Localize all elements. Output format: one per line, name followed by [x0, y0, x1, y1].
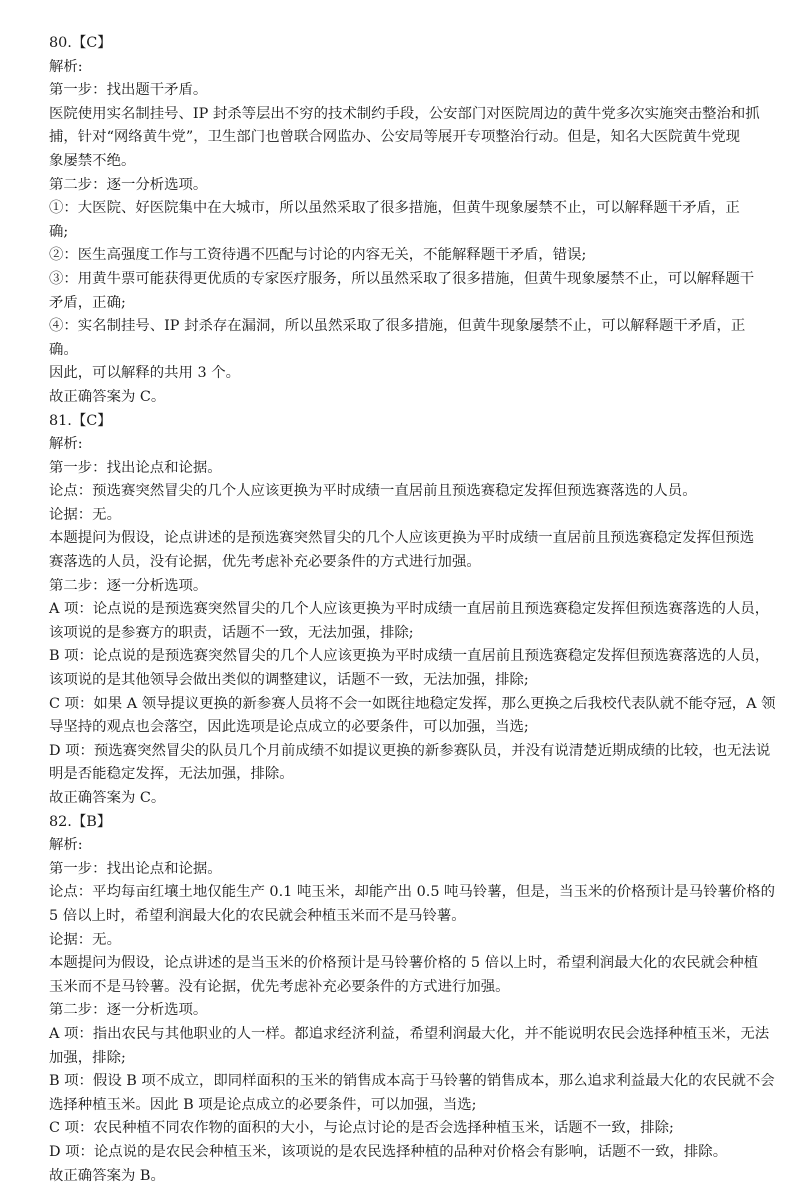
- text-line: 该项说的是参赛方的职责，话题不一致，无法加强，排除;: [49, 622, 761, 646]
- text-line: 因此，可以解释的共用 3 个。: [49, 362, 761, 386]
- text-line: A 项：指出农民与其他职业的人一样。都追求经济利益，希望利润最大化，并不能说明农民会选择种植玉米，无法: [49, 1023, 761, 1047]
- text-line: 82.【B】: [49, 811, 761, 835]
- text-line: 解析:: [49, 433, 761, 457]
- text-line: 解析:: [49, 56, 761, 80]
- text-line: 明是否能稳定发挥，无法加强，排除。: [49, 763, 761, 787]
- text-line: 81.【C】: [49, 410, 761, 434]
- text-line: ①：大医院、好医院集中在大城市，所以虽然采取了很多措施，但黄牛现象屡禁不止，可以解释题干矛盾，正: [49, 197, 761, 221]
- text-line: 论据：无。: [49, 929, 761, 953]
- text-line: A 项：论点说的是预选赛突然冒尖的几个人应该更换为平时成绩一直居前且预选赛稳定发挥但预选赛落选的人员，: [49, 598, 761, 622]
- text-line: 故正确答案为 C。: [49, 386, 761, 410]
- text-line: 玉米而不是马铃薯。没有论据，优先考虑补充必要条件的方式进行加强。: [49, 976, 761, 1000]
- text-line: 该项说的是其他领导会做出类似的调整建议，话题不一致，无法加强，排除;: [49, 669, 761, 693]
- text-line: 论点：平均每亩红壤土地仅能生产 0.1 吨玉米，却能产出 0.5 吨马铃薯，但是，当玉米的价格预计是马铃薯价格的: [49, 881, 761, 905]
- text-line: ③：用黄牛票可能获得更优质的专家医疗服务，所以虽然采取了很多措施，但黄牛现象屡禁不止，可以解释题干: [49, 268, 761, 292]
- text-line: 第一步：找出论点和论据。: [49, 858, 761, 882]
- document-page: [49, 32, 761, 1188]
- text-line: 本题提问为假设，论点讲述的是当玉米的价格预计是马铃薯价格的 5 倍以上时，希望利润最大化的农民就会种植: [49, 952, 761, 976]
- text-line: 故正确答案为 B。: [49, 1165, 761, 1188]
- text-line: 确。: [49, 339, 761, 363]
- text-line: 故正确答案为 C。: [49, 787, 761, 811]
- text-line: D 项：论点说的是农民会种植玉米，该项说的是农民选择种植的品种对价格会有影响，话题不一致，排除。: [49, 1141, 761, 1165]
- text-line: 选择种植玉米。因此 B 项是论点成立的必要条件，可以加强，当选;: [49, 1094, 761, 1118]
- text-line: 5 倍以上时，希望利润最大化的农民就会种植玉米而不是马铃薯。: [49, 905, 761, 929]
- text-line: 捕，针对“网络黄牛党”，卫生部门也曾联合网监办、公安局等展开专项整治行动。但是，知名大医院黄牛党现: [49, 126, 761, 150]
- text-line: 确;: [49, 221, 761, 245]
- text-line: 赛落选的人员，没有论据，优先考虑补充必要条件的方式进行加强。: [49, 551, 761, 575]
- text-line: 导坚持的观点也会落空，因此选项是论点成立的必要条件，可以加强，当选;: [49, 716, 761, 740]
- text-line: B 项：假设 B 项不成立，即同样面积的玉米的销售成本高于马铃薯的销售成本，那么追求利益最大化的农民就不会: [49, 1070, 761, 1094]
- text-line: 论点：预选赛突然冒尖的几个人应该更换为平时成绩一直居前且预选赛稳定发挥但预选赛落选的人员。: [49, 480, 761, 504]
- text-line: B 项：论点说的是预选赛突然冒尖的几个人应该更换为平时成绩一直居前且预选赛稳定发挥但预选赛落选的人员，: [49, 645, 761, 669]
- text-line: 第二步：逐一分析选项。: [49, 575, 761, 599]
- text-line: C 项：农民种植不同农作物的面积的大小，与论点讨论的是否会选择种植玉米，话题不一致，排除;: [49, 1117, 761, 1141]
- text-line: 第二步：逐一分析选项。: [49, 999, 761, 1023]
- text-line: 第一步：找出论点和论据。: [49, 457, 761, 481]
- text-line: 80.【C】: [49, 32, 761, 56]
- text-line: ④：实名制挂号、IP 封杀存在漏洞，所以虽然采取了很多措施，但黄牛现象屡禁不止，可以解释题干矛盾，正: [49, 315, 761, 339]
- text-line: 第一步：找出题干矛盾。: [49, 79, 761, 103]
- text-line: 本题提问为假设，论点讲述的是预选赛突然冒尖的几个人应该更换为平时成绩一直居前且预选赛稳定发挥但预选: [49, 527, 761, 551]
- text-line: D 项：预选赛突然冒尖的队员几个月前成绩不如提议更换的新参赛队员，并没有说清楚近期成绩的比较，也无法说: [49, 740, 761, 764]
- text-line: 第二步：逐一分析选项。: [49, 174, 761, 198]
- text-line: ②：医生高强度工作与工资待遇不匹配与讨论的内容无关，不能解释题干矛盾，错误;: [49, 244, 761, 268]
- text-line: 矛盾，正确;: [49, 292, 761, 316]
- text-line: C 项：如果 A 领导提议更换的新参赛人员将不会一如既往地稳定发挥，那么更换之后我校代表队就不能夺冠，A 领: [49, 693, 761, 717]
- text-line: 加强，排除;: [49, 1047, 761, 1071]
- text-line: 象屡禁不绝。: [49, 150, 761, 174]
- text-line: 论据：无。: [49, 504, 761, 528]
- text-line: 解析:: [49, 834, 761, 858]
- text-line: 医院使用实名制挂号、IP 封杀等层出不穷的技术制约手段，公安部门对医院周边的黄牛党多次实施突击整治和抓: [49, 103, 761, 127]
